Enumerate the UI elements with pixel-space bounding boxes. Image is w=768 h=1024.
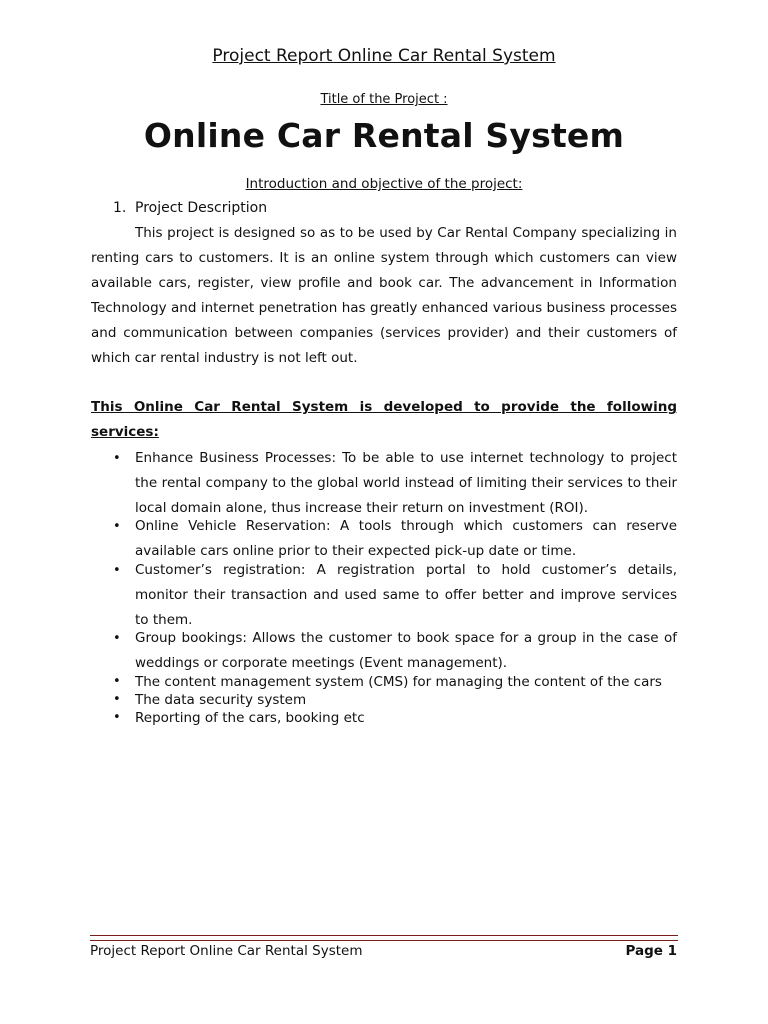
list-item-text: Group bookings: Allows the customer to book space for a group in the case of weddings or corporate meetings (Event management). (135, 630, 677, 671)
list-item (113, 514, 677, 564)
section-heading (113, 200, 267, 216)
bullet-icon: • (113, 692, 121, 707)
main-title: Online Car Rental System (143, 116, 625, 155)
list-item (113, 558, 677, 633)
bullet-icon: • (113, 631, 121, 646)
intro-heading: Introduction and objective of the project: (245, 176, 523, 192)
section-number: 1. (113, 200, 127, 216)
document-header-title: Project Report Online Car Rental System (212, 46, 556, 66)
footer-divider (90, 935, 678, 941)
bullet-icon: • (113, 674, 121, 689)
list-item-text: Online Vehicle Reservation: A tools through which customers can reserve available cars online prior to their expected pick-up date or time. (135, 518, 677, 559)
list-item (113, 709, 677, 727)
page-number: Page 1 (625, 943, 677, 959)
section-heading-text: Project Description (135, 200, 268, 216)
bullet-icon: • (113, 710, 121, 725)
list-item-text: The data security system (135, 692, 307, 708)
list-item (113, 446, 677, 521)
list-item-text: The content management system (CMS) for managing the content of the cars (135, 674, 662, 690)
bullet-icon: • (113, 563, 121, 578)
list-item (113, 691, 677, 709)
list-item (113, 673, 677, 691)
title-label: Title of the Project : (320, 92, 448, 107)
list-item-text: Enhance Business Processes: To be able to use internet technology to project the rental company to the global world instead of limiting their services to their local domain alone, thus increase their return on investment (ROI). (135, 450, 677, 516)
list-item-text: Customer’s registration: A registration portal to hold customer’s details, monitor their transaction and used same to offer better and improve services to them. (135, 562, 677, 628)
bullet-icon: • (113, 451, 121, 466)
list-item-text: Reporting of the cars, booking etc (135, 710, 365, 726)
bullet-icon: • (113, 519, 121, 534)
footer-title: Project Report Online Car Rental System (90, 943, 363, 959)
services-heading: This Online Car Rental System is developed to provide the following services: (91, 399, 677, 440)
list-item (113, 626, 677, 676)
project-description: This project is designed so as to be used by Car Rental Company specializing in renting cars to customers. It is an online system through which customers can view available cars, register, view profile and book car. The advancement in Information Technology and internet penetration has greatly enhanced various business processes and communication between companies (services provider) and their customers of which car rental industry is not left out. (91, 225, 677, 366)
